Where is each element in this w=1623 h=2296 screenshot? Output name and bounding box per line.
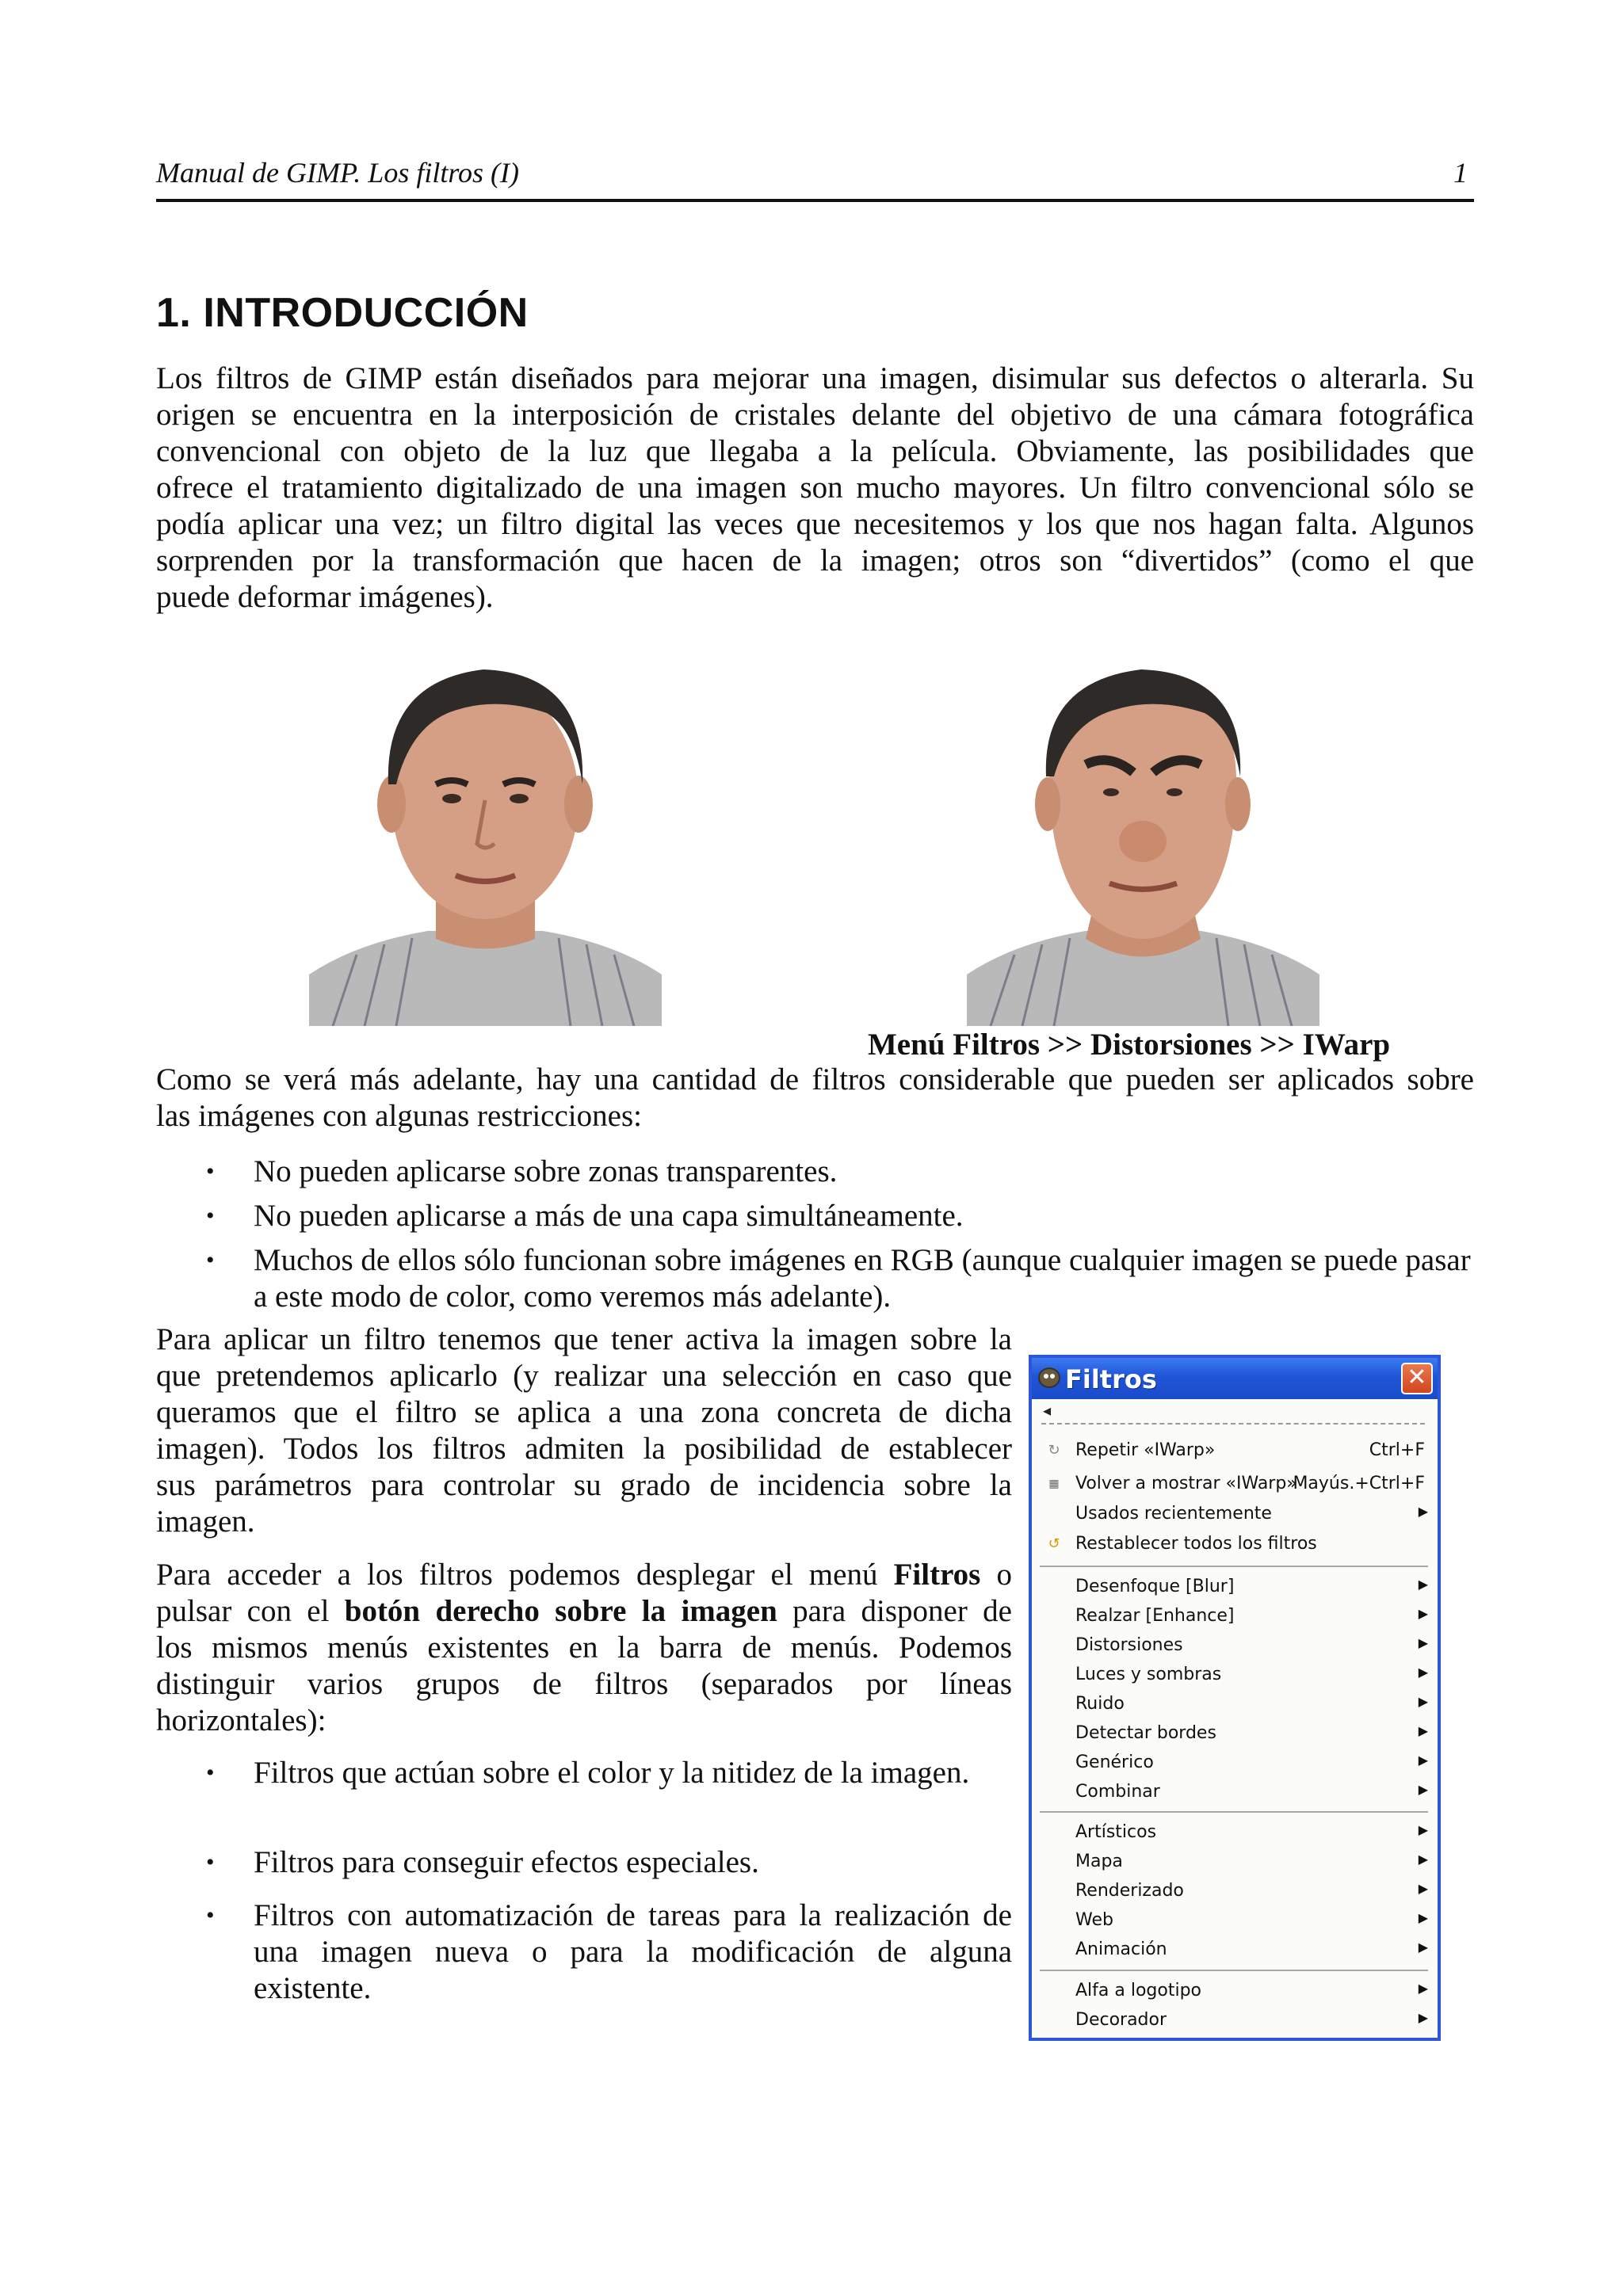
restrict-line: Como se verá más adelante, hay una cantidad de filtros considerable que pueden ser aplicados sobre — [156, 1062, 1474, 1097]
list-item-text: Filtros con automatización de tareas para la realización de una imagen nueva o para la modificación de alguna existente. — [254, 1898, 1012, 2005]
menu-item-combine[interactable]: Combinar ▶ — [1075, 1782, 1428, 1802]
submenu-arrow-icon: ▶ — [1418, 1753, 1428, 1768]
intro-line: convencional con objeto de la luz que llegaba a la película. Obviamente, las posibilidades que — [156, 434, 1474, 468]
apply-line: imagen. — [156, 1505, 255, 1539]
menu-separator — [1040, 1566, 1428, 1567]
submenu-arrow-icon: ▶ — [1418, 1981, 1428, 1996]
apply-paragraph — [156, 1322, 1012, 1540]
menu-item-web[interactable]: Web ▶ — [1075, 1910, 1428, 1930]
menu-item-enhance[interactable]: Realzar [Enhance] ▶ — [1075, 1606, 1428, 1626]
bullet-icon: • — [206, 1247, 215, 1273]
menu-item-animation[interactable]: Animación ▶ — [1075, 1939, 1428, 1959]
list-item-text: Filtros para conseguir efectos especiales. — [254, 1845, 759, 1879]
menu-item-render[interactable]: Renderizado ▶ — [1075, 1881, 1428, 1901]
menu-item-recent[interactable]: Usados recientemente ▶ — [1075, 1504, 1428, 1524]
photo-original-portrait — [309, 634, 662, 1026]
repeat-icon: ↻ — [1048, 1442, 1060, 1459]
intro-paragraph — [156, 360, 1474, 616]
access-paragraph — [156, 1557, 1012, 1739]
page-number: 1 — [1453, 157, 1468, 189]
submenu-arrow-icon: ▶ — [1418, 1723, 1428, 1738]
menu-name-emphasis: Filtros — [893, 1558, 981, 1592]
apply-line: imagen). Todos los filtros admiten la posibilidad de establecer — [156, 1432, 1012, 1466]
shortcut-label: Mayús.+Ctrl+F — [1293, 1474, 1425, 1493]
tearoff-line[interactable] — [1041, 1401, 1425, 1425]
submenu-arrow-icon: ▶ — [1418, 1822, 1428, 1837]
submenu-arrow-icon: ▶ — [1418, 1635, 1428, 1650]
submenu-arrow-icon: ▶ — [1418, 1910, 1428, 1925]
submenu-arrow-icon: ▶ — [1418, 2010, 1428, 2025]
access-line: pulsar con el botón derecho sobre la imagen para disponer de — [156, 1594, 1012, 1628]
arrow-left-icon: ◂ — [1043, 1401, 1052, 1420]
menu-item-reset-all[interactable]: ↺ Restablecer todos los filtros — [1032, 1531, 1438, 1558]
menu-titlebar[interactable] — [1032, 1358, 1438, 1399]
list-item — [206, 1198, 964, 1234]
menu-title: Filtros — [1065, 1364, 1157, 1394]
list-item-text: Filtros que actúan sobre el color y la nitidez de la imagen. — [254, 1756, 970, 1790]
submenu-arrow-icon: ▶ — [1418, 1881, 1428, 1896]
bullet-icon: • — [206, 1849, 215, 1875]
access-line: distinguir varios grupos de filtros (separados por líneas — [156, 1667, 1012, 1701]
list-item — [206, 1844, 1012, 1881]
reset-icon: ↺ — [1048, 1535, 1060, 1552]
intro-line: sorprenden por la transformación que hacen de la imagen; otros son “divertidos” (como el que — [156, 543, 1474, 578]
intro-line: ofrece el tratamiento digitalizado de una imagen son mucho mayores. Un filtro convencional sólo se — [156, 471, 1474, 505]
photo-warped-portrait — [967, 634, 1319, 1026]
submenu-arrow-icon: ▶ — [1418, 1694, 1428, 1709]
list-item — [206, 1755, 1012, 1791]
list-item-text: No pueden aplicarse sobre zonas transparentes. — [254, 1154, 838, 1188]
menu-item-distorts[interactable]: Distorsiones ▶ — [1075, 1635, 1428, 1655]
access-line: Para acceder a los filtros podemos desplegar el menú Filtros o — [156, 1558, 1012, 1592]
menu-item-edge-detect[interactable]: Detectar bordes ▶ — [1075, 1723, 1428, 1743]
menu-item-map[interactable]: Mapa ▶ — [1075, 1852, 1428, 1871]
menu-item-noise[interactable]: Ruido ▶ — [1075, 1694, 1428, 1714]
access-line: horizontales): — [156, 1703, 327, 1737]
apply-line: que pretendemos aplicarlo (y realizar una selección en caso que — [156, 1359, 1012, 1393]
menu-separator — [1040, 1811, 1428, 1813]
gimp-icon — [1038, 1367, 1060, 1388]
bullet-icon: • — [206, 1760, 215, 1786]
intro-line: podía aplicar una vez; un filtro digital las veces que necesitemos y los que nos hagan falta. Algunos — [156, 507, 1474, 541]
submenu-arrow-icon: ▶ — [1418, 1852, 1428, 1867]
list-item — [206, 1897, 1012, 2007]
restrictions-intro — [156, 1062, 1474, 1135]
menu-item-blur[interactable]: Desenfoque [Blur] ▶ — [1075, 1577, 1428, 1596]
header-title: Manual de GIMP. Los filtros (I) — [156, 157, 519, 189]
restrict-line: las imágenes con algunas restricciones: — [156, 1099, 642, 1133]
intro-line: origen se encuentra en la interposición de cristales delante del objetivo de una cámara fotográfica — [156, 398, 1474, 432]
close-button[interactable]: ✕ — [1401, 1363, 1433, 1394]
right-click-emphasis: botón derecho sobre la imagen — [344, 1594, 777, 1628]
submenu-arrow-icon: ▶ — [1418, 1577, 1428, 1592]
submenu-arrow-icon: ▶ — [1418, 1665, 1428, 1680]
list-item-text: Muchos de ellos sólo funcionan sobre imágenes en RGB (aunque cualquier imagen se puede pasar a este modo de color, como veremos más adelante). — [254, 1243, 1471, 1314]
apply-line: queramos que el filtro se aplica a una zona concreta de dicha — [156, 1395, 1012, 1429]
menu-separator — [1040, 1970, 1428, 1971]
intro-line: puede deformar imágenes). — [156, 580, 494, 614]
shortcut-label: Ctrl+F — [1369, 1440, 1425, 1460]
section-heading: 1. INTRODUCCIÓN — [156, 290, 529, 336]
figure-caption: Menú Filtros >> Distorsiones >> IWarp — [868, 1028, 1391, 1062]
menu-item-repeat[interactable]: ↻ Repetir «IWarp» Ctrl+F — [1032, 1437, 1438, 1464]
list-item — [206, 1242, 1474, 1315]
access-line: los mismos menús existentes en la barra de menús. Podemos — [156, 1630, 1012, 1665]
submenu-arrow-icon: ▶ — [1418, 1939, 1428, 1955]
apply-line: Para aplicar un filtro tenemos que tener activa la imagen sobre la — [156, 1322, 1012, 1356]
menu-item-generic[interactable]: Genérico ▶ — [1075, 1753, 1428, 1772]
bullet-icon: • — [206, 1203, 215, 1229]
page-header — [156, 154, 1474, 202]
filters-menu-window — [1029, 1355, 1441, 2041]
list-item-text: No pueden aplicarse a más de una capa simultáneamente. — [254, 1199, 964, 1233]
submenu-arrow-icon: ▶ — [1418, 1782, 1428, 1797]
menu-item-reshow[interactable]: ▦ Volver a mostrar «IWarp» Mayús.+Ctrl+F — [1032, 1470, 1438, 1497]
menu-item-alpha-to-logo[interactable]: Alfa a logotipo ▶ — [1075, 1981, 1428, 2000]
menu-item-light-shadow[interactable]: Luces y sombras ▶ — [1075, 1665, 1428, 1684]
bullet-icon: • — [206, 1158, 215, 1184]
intro-line: Los filtros de GIMP están diseñados para mejorar una imagen, disimular sus defectos o alterarla. Su — [156, 361, 1474, 395]
reshow-icon: ▦ — [1048, 1478, 1060, 1490]
submenu-arrow-icon: ▶ — [1418, 1504, 1428, 1519]
apply-line: sus parámetros para controlar su grado de incidencia sobre la — [156, 1468, 1012, 1502]
bullet-icon: • — [206, 1902, 215, 1928]
menu-item-artistic[interactable]: Artísticos ▶ — [1075, 1822, 1428, 1842]
submenu-arrow-icon: ▶ — [1418, 1606, 1428, 1621]
menu-item-decor[interactable]: Decorador ▶ — [1075, 2010, 1428, 2030]
list-item — [206, 1154, 838, 1190]
